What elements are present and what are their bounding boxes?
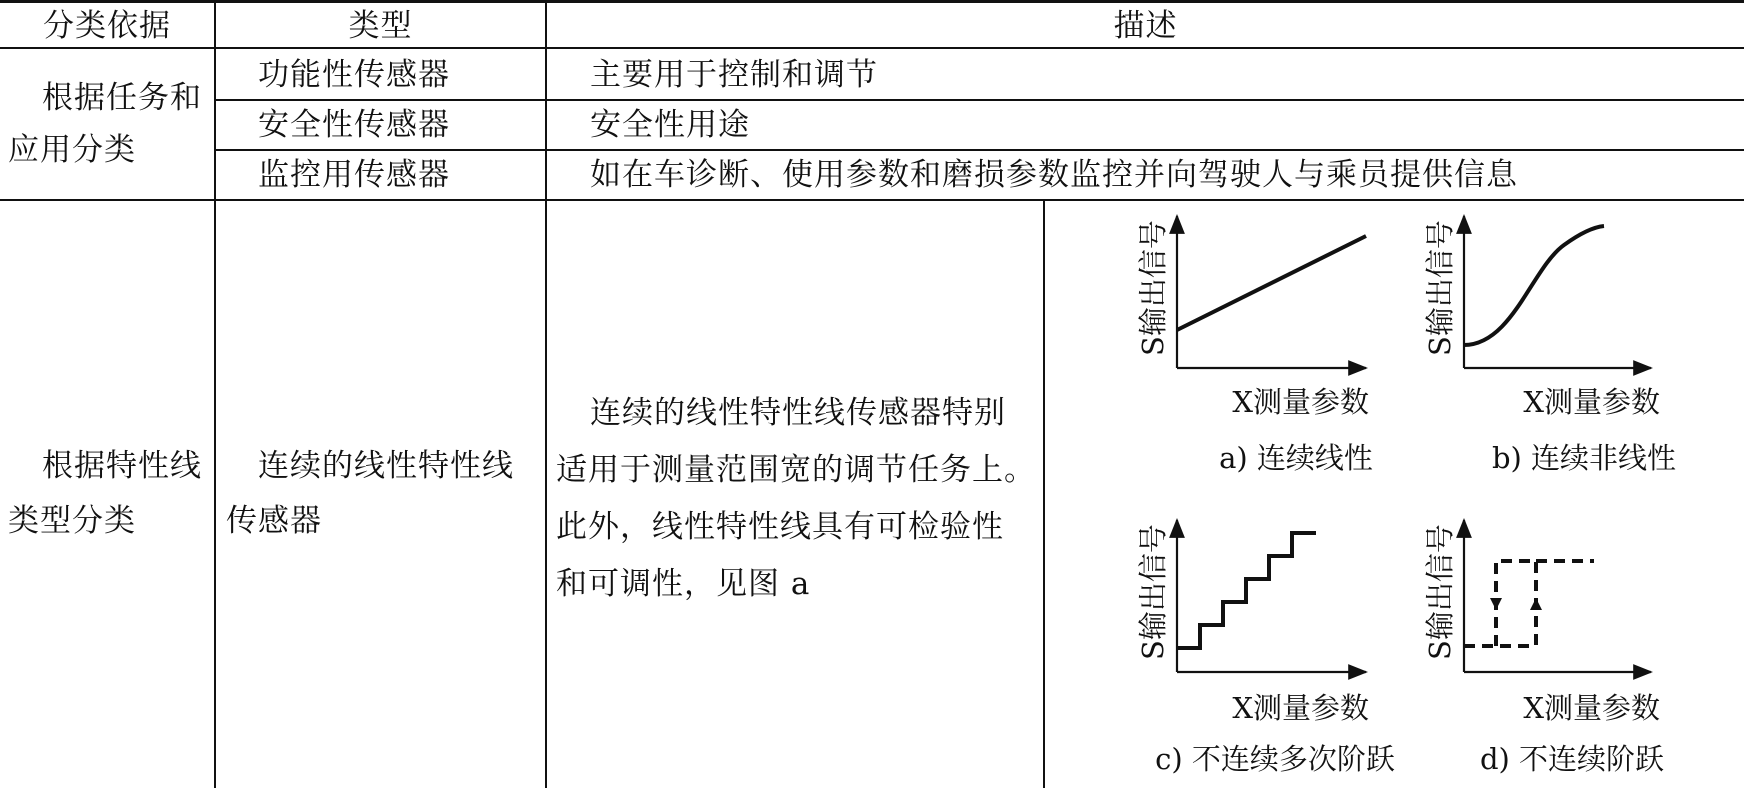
down-arrow [1490,598,1502,610]
description-line: 此外，线性特性线具有可检验性 [556,509,1004,545]
linear-curve [1177,236,1366,330]
hysteresis-step-curve [1464,561,1594,646]
group1-basis-line1: 根据任务和 [42,80,202,116]
group2-basis-line1: 根据特性线 [42,448,202,484]
group1-row3-type: 监控用传感器 [258,157,450,193]
y-axis-label: S输出信号 [1136,524,1170,660]
diagram-c-discontinuous-multistep [1136,520,1395,776]
header-basis: 分类依据 [43,8,171,44]
group1-row1-type: 功能性传感器 [258,57,450,93]
diagram-caption: b) 连续非线性 [1491,441,1677,475]
description-line: 连续的线性特性线传感器特别 [590,395,1006,431]
diagram-d-discontinuous-step [1423,520,1664,776]
y-axis-label: S输出信号 [1423,524,1457,660]
up-arrow [1530,598,1542,610]
characteristic-curve-diagrams [1044,200,1744,788]
column-divider [214,0,216,788]
diagram-caption: c) 不连续多次阶跃 [1155,742,1395,776]
group2-description [556,385,1036,613]
diagram-caption: d) 不连续阶跃 [1479,742,1665,776]
diagram-b-continuous-nonlinear [1423,216,1676,475]
header-description: 描述 [1113,8,1178,44]
diagram-a-continuous-linear [1136,216,1373,475]
y-axis-label: S输出信号 [1423,220,1457,356]
group1-row2-description: 安全性用途 [590,107,750,143]
x-axis-label: X测量参数 [1523,385,1660,419]
x-axis-label: X测量参数 [1232,691,1369,725]
y-axis-label: S输出信号 [1136,220,1170,356]
x-axis-label: X测量参数 [1232,385,1369,419]
s-curve [1464,226,1604,345]
staircase-curve [1177,533,1316,648]
header-type: 类型 [348,8,413,44]
group1-basis-line2: 应用分类 [8,132,136,168]
group1-row2-type: 安全性传感器 [258,107,450,143]
description-line: 适用于测量范围宽的调节任务上。 [556,452,1036,488]
group2-basis-line2: 类型分类 [8,503,136,539]
group1-row1-description: 主要用于控制和调节 [590,57,878,93]
description-line: 和可调性，见图 a [556,566,811,602]
group2-type-line1: 连续的线性特性线 [258,448,514,484]
diagram-caption: a) 连续线性 [1219,441,1373,475]
x-axis-label: X测量参数 [1523,691,1660,725]
group2-type-line2: 传感器 [226,503,322,539]
column-divider [545,0,547,788]
group1-row3-description: 如在车诊断、使用参数和磨损参数监控并向驾驶人与乘员提供信息 [590,157,1518,193]
